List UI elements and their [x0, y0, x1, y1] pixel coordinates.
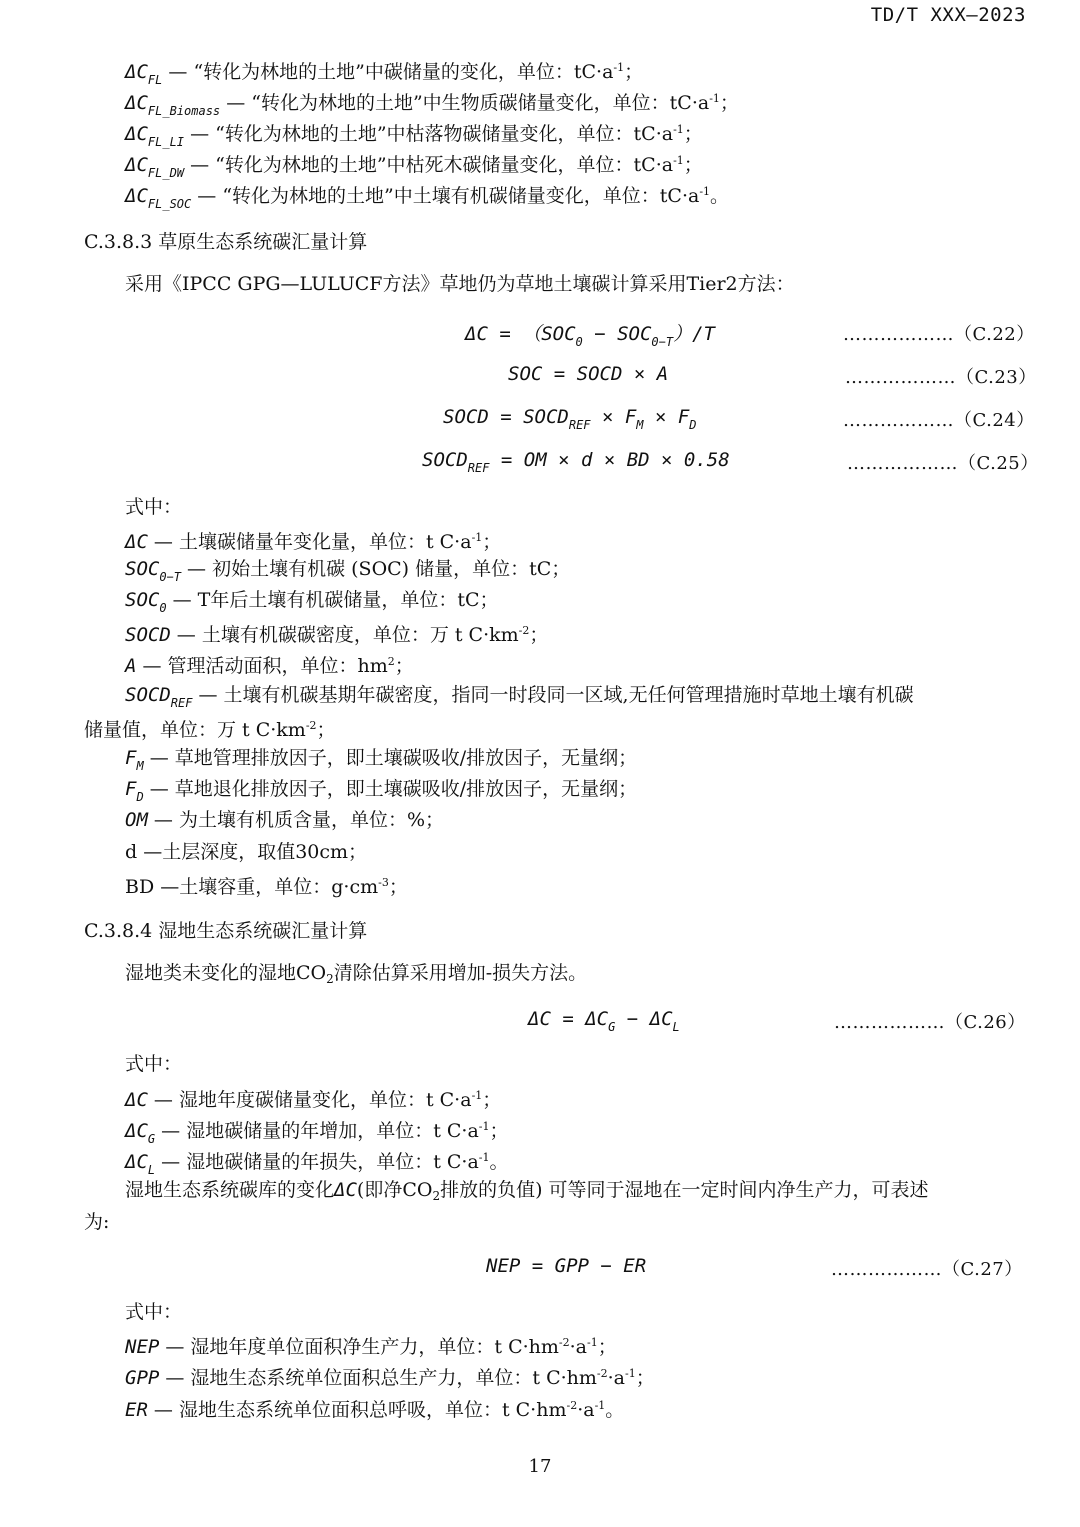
- section-intro-c383: 采用《IPCC GPG—LULUCF方法》草地仍为草地土壤碳计算采用Tier2方法：: [125, 273, 795, 295]
- def-soc0: $SOC_0$ — T年后土壤有机碳储量，单位：tC；: [125, 589, 499, 615]
- where-label-2: 式中：: [125, 1053, 183, 1075]
- def-dc-wetland: ΔC — 湿地年度碳储量变化，单位：t $C\cdot a^{-1}$；: [125, 1089, 502, 1111]
- equation-c27: NEP = GPP − ER: [486, 1255, 647, 1277]
- equation-number-c26: ………………（C.26）: [834, 1012, 1026, 1033]
- equation-c26: $\Delta C = \Delta C_G - \Delta C_L$: [528, 1008, 680, 1034]
- equation-number-c25: ………………（C.25）: [847, 453, 1039, 474]
- equation-c25: $SOCD_{REF}$ = OM × d × BD × 0.58: [422, 449, 730, 475]
- def-dcfl: $\Delta C_{FL}$ — “转化为林地的土地”中碳储量的变化，单位：$tC\cdot a^{-1}$；: [125, 61, 644, 87]
- def-om: OM — 为土壤有机质含量，单位：%；: [125, 809, 445, 831]
- def-nep: NEP — 湿地年度单位面积净生产力，单位：t $C\cdot hm^{-2}\cdot a^{-1}$；: [125, 1336, 617, 1358]
- def-dc-soil: ΔC — 土壤碳储量年变化量，单位：t $C\cdot a^{-1}$；: [125, 531, 502, 553]
- def-area: A — 管理活动面积，单位：$hm^2$；: [125, 655, 414, 677]
- def-gpp: GPP — 湿地生态系统单位面积总生产力，单位：t $C\cdot hm^{-2}\cdot a^{-1}$；: [125, 1367, 655, 1389]
- section-intro-c384: 湿地类未变化的湿地$CO_2$清除估算采用增加-损失方法。: [125, 962, 588, 986]
- def-socdref-line1: $SOCD_{REF}$ — 土壤有机碳基期年碳密度，指同一时段同一区域,无任何管理措施时草地土壤有机碳: [125, 684, 914, 710]
- wetland-paragraph-line2: 为:: [84, 1211, 110, 1233]
- wetland-paragraph-line1: 湿地生态系统碳库的变化ΔC(即净$CO_2$排放的负值) 可等同于湿地在一定时间内净生产力，可表述: [125, 1179, 929, 1203]
- where-label-3: 式中：: [125, 1301, 183, 1323]
- section-heading-c384: C.3.8.4 湿地生态系统碳汇量计算: [84, 920, 368, 942]
- equation-c23: SOC = SOCD × A: [508, 363, 669, 385]
- equation-number-c27: ………………（C.27）: [831, 1259, 1023, 1280]
- def-socd: SOCD — 土壤有机碳碳密度，单位：万 t $C\cdot km^{-2}$；: [125, 624, 549, 646]
- def-soc0t: $SOC_{0-T}$ — 初始土壤有机碳 (SOC) 储量，单位：tC；: [125, 558, 571, 584]
- equation-c22: $\Delta C = (SOC_0 - SOC_{0-T})/T$: [465, 323, 715, 349]
- equation-number-c24: ………………（C.24）: [843, 410, 1035, 431]
- def-depth: d —土层深度，取值30cm；: [125, 841, 368, 863]
- def-socdref-line2: 储量值，单位：万 t $C\cdot km^{-2}$；: [84, 719, 336, 741]
- def-fm: $F_M$ — 草地管理排放因子，即土壤碳吸收/排放因子，无量纲；: [125, 747, 638, 773]
- where-label-1: 式中：: [125, 496, 183, 518]
- def-fd: $F_D$ — 草地退化排放因子，即土壤碳吸收/排放因子，无量纲；: [125, 778, 638, 804]
- def-er: ER — 湿地生态系统单位面积总呼吸，单位：t $C\cdot hm^{-2}\cdot a^{-1}$。: [125, 1399, 625, 1421]
- def-bulk-density: BD —土壤容重，单位：$g\cdot cm^{-3}$；: [125, 876, 408, 898]
- equation-c24: SOCD = $SOCD_{REF} \times F_M \times F_D$: [443, 406, 697, 432]
- equation-number-c23: ………………（C.23）: [845, 367, 1037, 388]
- standard-code-header: TD/T XXX—2023: [870, 4, 1026, 26]
- def-dcl: $\Delta C_L$ — 湿地碳储量的年损失，单位：t $C\cdot a^{-1}$。: [125, 1151, 509, 1177]
- page-number: 17: [528, 1456, 552, 1477]
- def-dcg: $\Delta C_G$ — 湿地碳储量的年增加，单位：t $C\cdot a^{-1}$；: [125, 1120, 509, 1146]
- def-dcfl-biomass: $\Delta C_{FL\_Biomass}$ — “转化为林地的土地”中生物质碳储量变化，单位：$tC\cdot a^{-1}$；: [125, 92, 739, 118]
- equation-number-c22: ………………（C.22）: [843, 324, 1035, 345]
- def-dcfl-soc: $\Delta C_{FL\_SOC}$ — “转化为林地的土地”中土壤有机碳储量变化，单位：$tC\cdot a^{-1}$。: [125, 185, 730, 211]
- section-heading-c383: C.3.8.3 草原生态系统碳汇量计算: [84, 231, 368, 253]
- def-dcfl-dw: $\Delta C_{FL\_DW}$ — “转化为林地的土地”中枯死木碳储量变化，单位：$tC\cdot a^{-1}$；: [125, 154, 703, 180]
- def-dcfl-li: $\Delta C_{FL\_LI}$ — “转化为林地的土地”中枯落物碳储量变化，单位：$tC\cdot a^{-1}$；: [125, 123, 703, 149]
